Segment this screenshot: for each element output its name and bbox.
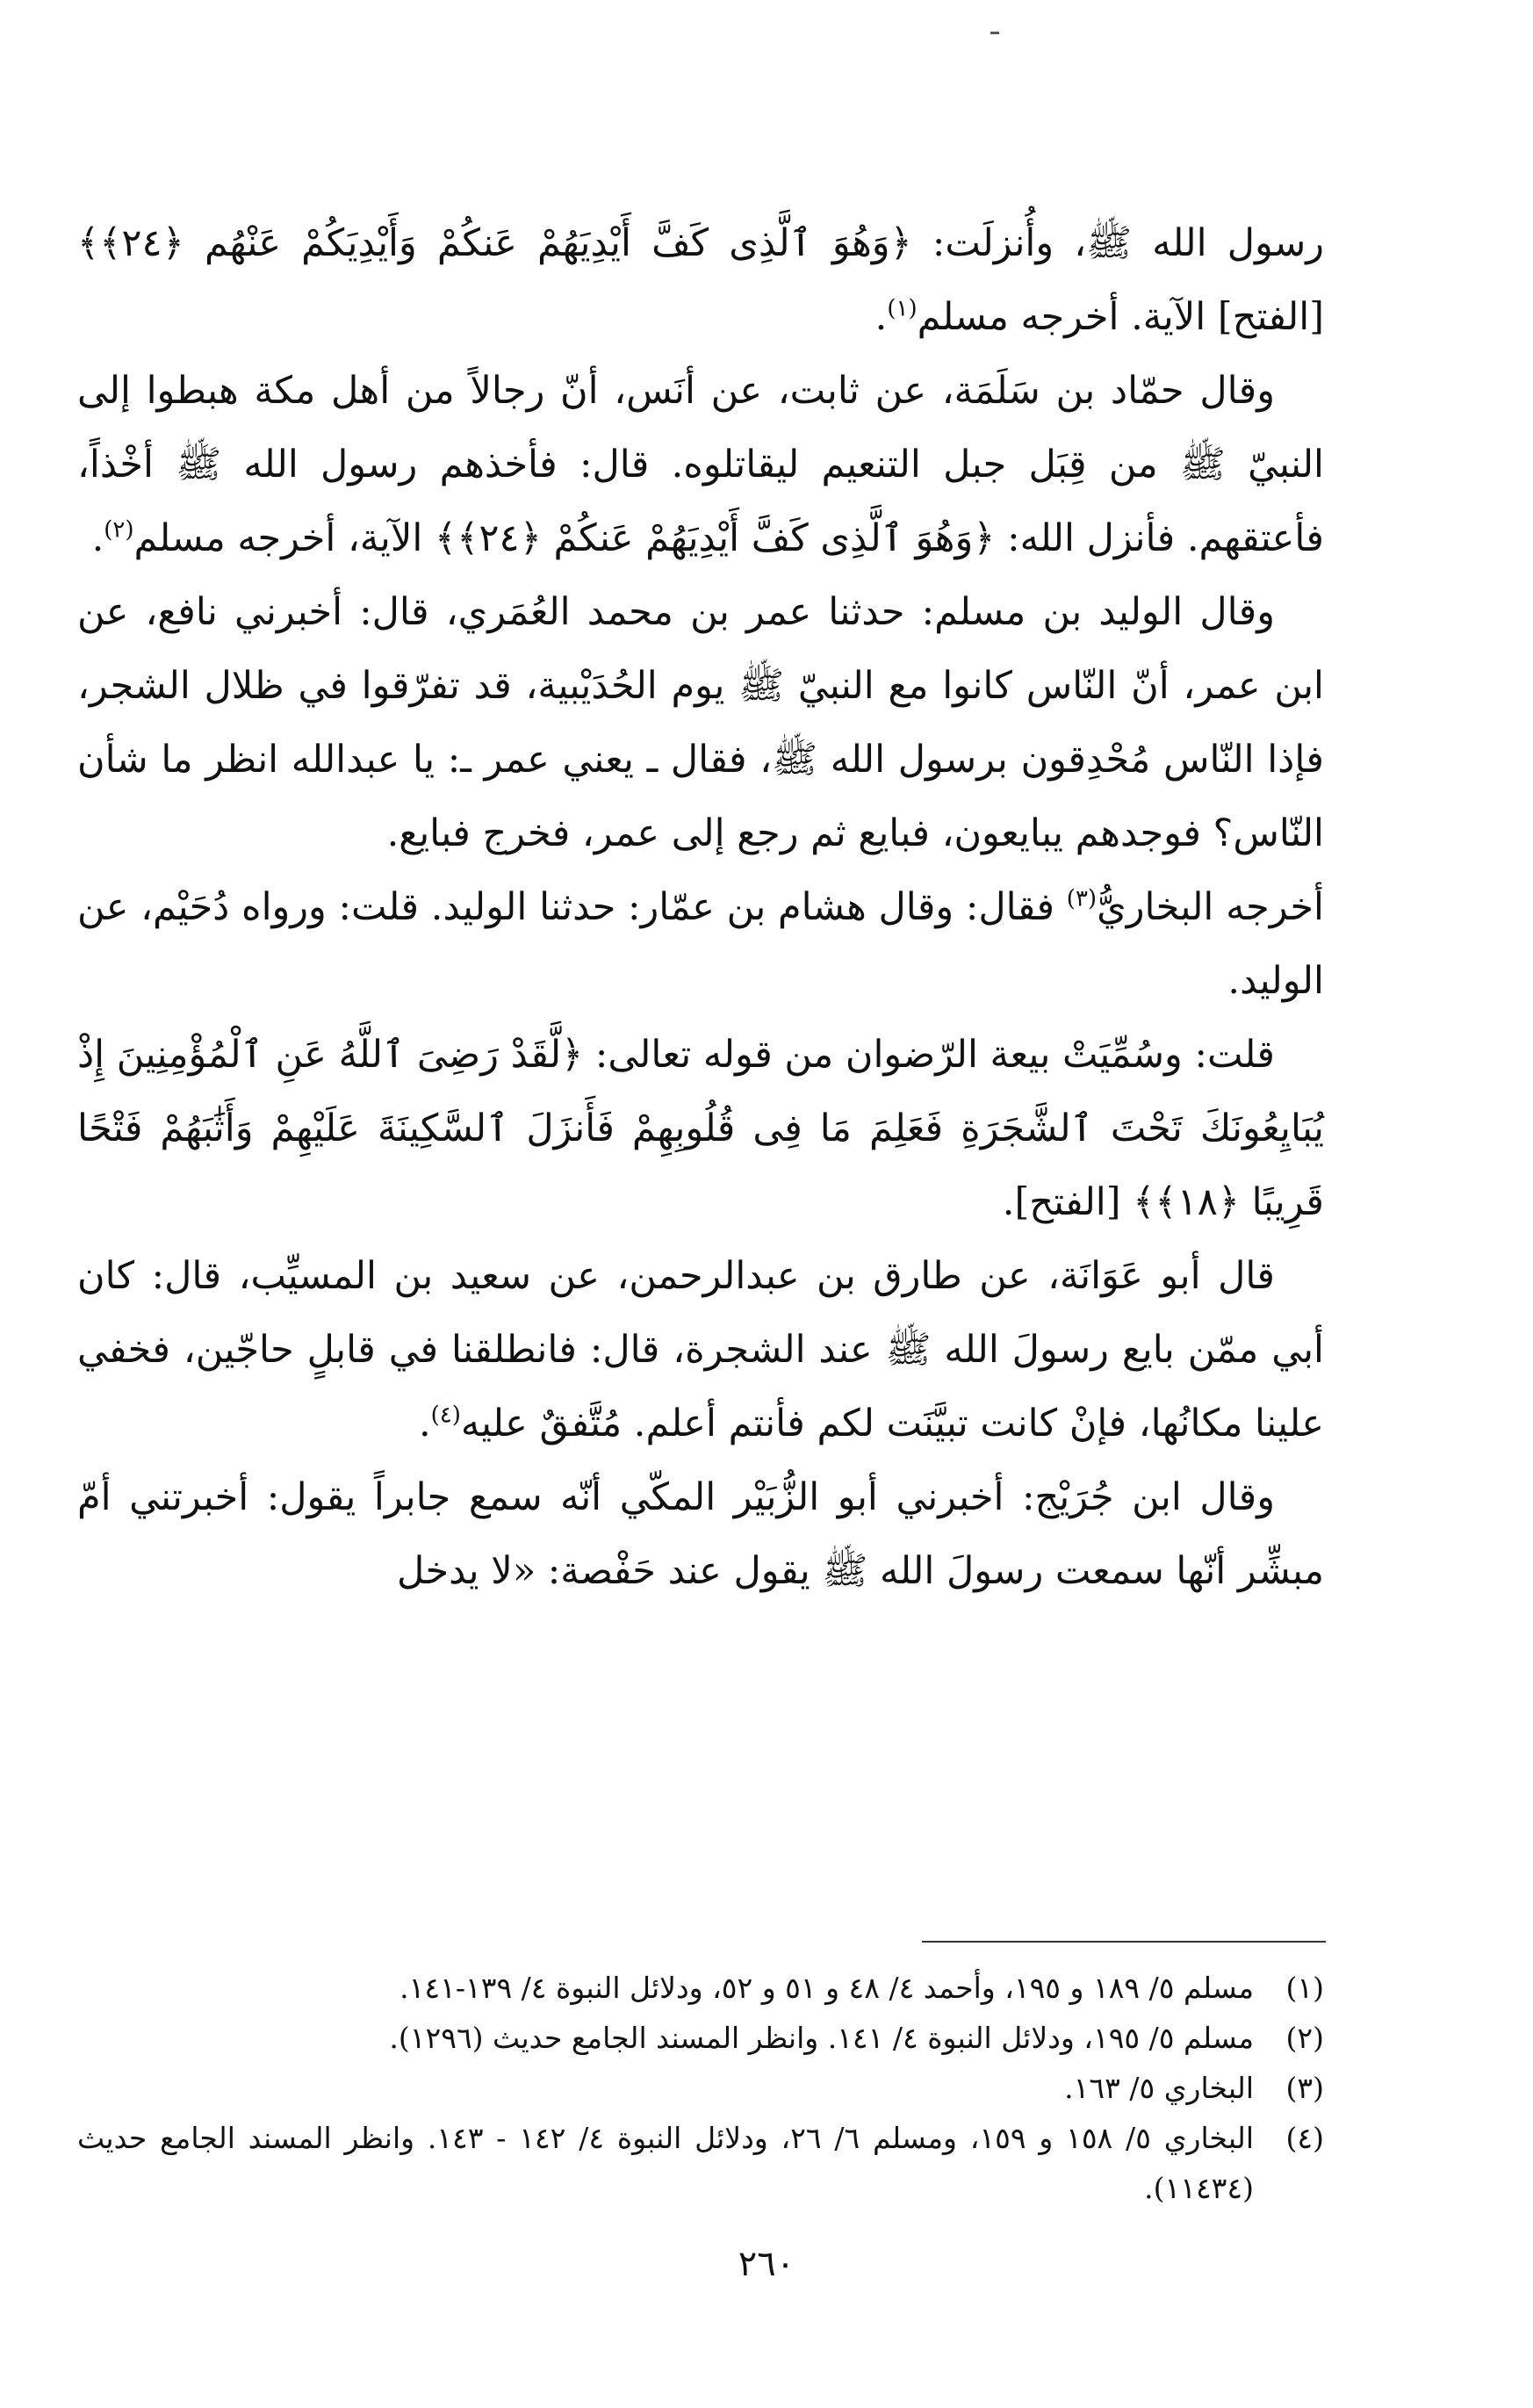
quran-verse: ﴿وَهُوَ ٱلَّذِى كَفَّ أَيْدِيَهُمْ عَنكُمْ ﴿٢٤﴾﴾	[435, 516, 996, 560]
text-run: وقال ابن جُرَيْج: أخبرني أبو الزُّبَيْر المكّي أنّه سمع جابراً يقول: أخبرتني أمّ مبشِّر أنّها سمعت رسولَ الله ﷺ يقول عند حَفْصة: «لا يدخل	[77, 1475, 1324, 1593]
footnote-separator	[922, 1941, 1326, 1943]
footnote-number: (١)	[1285, 1971, 1324, 2005]
footnote-text: البخاري ٥/ ١٥٨ و ١٥٩، ومسلم ٦/ ٢٦، ودلائل النبوة ٤/ ١٤٢ - ١٤٣. وانظر المسند الجامع حديث (١١٤٣٤).	[77, 2121, 1255, 2205]
paragraph	[77, 1018, 1324, 1239]
paragraph	[77, 206, 1324, 354]
footnote-marker: (٢)	[104, 516, 134, 544]
text-run: رسول الله ﷺ، وأُنزلَت:	[911, 221, 1324, 265]
quran-verse: ﴿وَهُوَ ٱلَّذِى كَفَّ أَيْدِيَهُمْ عَنكُمْ وَأَيْدِيَكُمْ عَنْهُم ﴿٢٤﴾﴾	[77, 221, 912, 265]
text-run: أخرجه البخاريُّ	[1097, 885, 1324, 929]
footnote	[77, 1963, 1324, 2013]
footnote-text: مسلم ٥/ ١٨٩ و ١٩٥، وأحمد ٤/ ٤٨ و ٥١ و ٥٢، ودلائل النبوة ٤/ ١٣٩-١٤١.	[399, 1971, 1254, 2005]
text-run: وقال حمّاد بن سَلَمَة، عن ثابت، عن أنَس، أنّ رجالاً من أهل مكة هبطوا إلى النبيّ ﷺ من قِبَل جبل التنعيم ليقاتلوه. قال: فأخذهم رسول الله ﷺ أخْذاً، فأعتقهم. فأنزل الله:	[77, 369, 1324, 560]
text-run: .	[874, 295, 888, 339]
footnote-marker: (٣)	[1066, 885, 1098, 912]
footnote	[77, 2113, 1324, 2213]
footnote-number: (٢)	[1285, 2021, 1324, 2055]
top-mark	[990, 32, 999, 34]
text-run: فقال: وقال هشام بن عمّار: حدثنا الوليد. قلت: ورواه دُحَيْم، عن الوليد.	[77, 885, 1324, 1003]
footnote-text: مسلم ٥/ ١٩٥، ودلائل النبوة ٤/ ١٤١. وانظر المسند الجامع حديث (١٢٩٦).	[389, 2021, 1254, 2055]
text-run: قال أبو عَوَانَة، عن طارق بن عبدالرحمن، عن سعيد بن المسيِّب، قال: كان أبي ممّن بايع رسولَ الله ﷺ عند الشجرة، قال: فانطلقنا في قابلٍ حاجّين، فخفي علينا مكانُها، فإنْ كانت تبيَّنَت لكم فأنتم أعلم. مُتَّفقٌ عليه	[77, 1254, 1324, 1446]
text-run: الآية، أخرجه مسلم	[133, 516, 435, 560]
page-number: ٢٦٠	[738, 2244, 795, 2284]
text-run: [الفتح].	[1002, 1180, 1134, 1224]
footnote	[77, 2063, 1324, 2113]
footnote-text: البخاري ٥/ ١٦٣.	[1064, 2071, 1254, 2105]
paragraph	[77, 1239, 1324, 1460]
text-run: وقال الوليد بن مسلم: حدثنا عمر بن محمد العُمَري، قال: أخبرني نافع، عن ابن عمر، أنّ النّاس كانوا مع النبيّ ﷺ يوم الحُدَيْبية، قد تفرّقوا في ظلال الشجر، فإذا النّاس مُحْدِقون برسول الله ﷺ، فقال ـ يعني عمر ـ: يا عبدالله انظر ما شأن النّاس؟ فوجدهم يبايعون، فبايع ثم رجع إلى عمر، فخرج فبايع.	[77, 590, 1324, 855]
footnote-number: (٤)	[1285, 2121, 1324, 2155]
footnote-marker: (١)	[887, 295, 918, 322]
text-run: .	[91, 516, 104, 560]
footnote	[77, 2013, 1324, 2063]
footnote-marker: (٤)	[430, 1402, 461, 1429]
text-run: قلت: وسُمِّيَتْ بيعة الرّضوان من قوله تعالى:	[583, 1033, 1275, 1077]
text-run: [الفتح] الآية. أخرجه مسلم	[917, 295, 1324, 339]
main-text	[77, 206, 1324, 1608]
footnotes	[77, 1963, 1324, 2213]
paragraph	[77, 354, 1324, 575]
footnote-number: (٣)	[1285, 2071, 1324, 2105]
paragraph	[77, 575, 1324, 870]
quran-verse: ﴿لَّقَدْ رَضِىَ ٱللَّهُ عَنِ ٱلْمُؤْمِنِينَ إِذْ يُبَايِعُونَكَ تَحْتَ ٱلشَّجَرَةِ فَعَلِمَ مَا فِى قُلُوبِهِمْ فَأَنزَلَ ٱلسَّكِينَةَ عَلَيْهِمْ وَأَثَٰبَهُمْ فَتْحًا قَرِيبًا ﴿١٨﴾﴾	[77, 1033, 1324, 1224]
paragraph	[77, 870, 1324, 1018]
paragraph	[77, 1460, 1324, 1608]
text-run: .	[418, 1402, 431, 1446]
